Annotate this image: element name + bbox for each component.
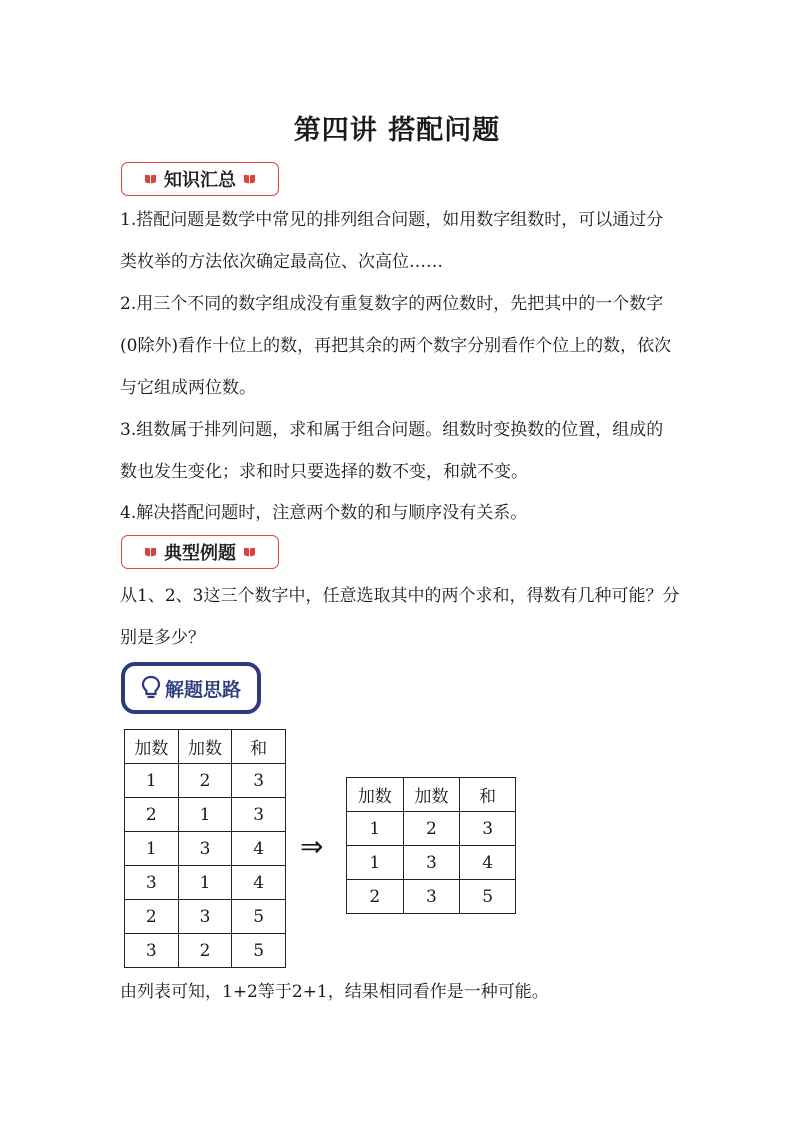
- example-question: 从1、2、3这三个数字中，任意选取其中的两个求和，得数有几种可能？分别是多少？: [120, 586, 680, 648]
- table-row: [125, 866, 286, 900]
- table-header-row: [347, 778, 516, 812]
- table-cell: 2: [178, 934, 232, 968]
- knowledge-point-1: 1.搭配问题是数学中常见的排列组合问题，如用数字组数时，可以通过分类枚举的方法依次确定最高位、次高位……: [120, 210, 664, 272]
- table-cell: 3: [232, 764, 286, 798]
- table-cell: 5: [460, 880, 516, 914]
- table-cell: 2: [403, 812, 460, 846]
- book-icon: [244, 548, 255, 556]
- book-icon: [145, 175, 156, 183]
- addition-table-unique: [346, 777, 516, 914]
- table-cell: 5: [232, 900, 286, 934]
- section-banner-examples: [121, 535, 279, 569]
- table-row: [347, 846, 516, 880]
- table-row: [125, 798, 286, 832]
- table-cell: 5: [232, 934, 286, 968]
- table-cell: 1: [347, 846, 404, 880]
- table-cell: 3: [178, 900, 232, 934]
- conclusion-text: 由列表可知，1+2等于2+1，结果相同看作是一种可能。: [120, 982, 549, 1002]
- table-row: [125, 900, 286, 934]
- table-header-cell: 加数: [178, 730, 232, 764]
- table-row: [125, 934, 286, 968]
- table-cell: 3: [178, 832, 232, 866]
- table-cell: 4: [232, 866, 286, 900]
- table-cell: 2: [178, 764, 232, 798]
- table-header-cell: 和: [232, 730, 286, 764]
- book-icon: [244, 175, 255, 183]
- book-icon: [145, 548, 156, 556]
- table-cell: 1: [125, 832, 179, 866]
- table-cell: 3: [403, 846, 460, 880]
- table-cell: 3: [232, 798, 286, 832]
- table-header-cell: 加数: [403, 778, 460, 812]
- table-header-row: [125, 730, 286, 764]
- table-row: [125, 764, 286, 798]
- solution-badge: [121, 662, 261, 714]
- addition-table-all: [124, 729, 286, 968]
- table-cell: 4: [232, 832, 286, 866]
- knowledge-point-2: 2.用三个不同的数字组成没有重复数字的两位数时，先把其中的一个数字(0除外)看作十位上的数，再把其余的两个数字分别看作个位上的数，依次与它组成两位数。: [120, 294, 672, 398]
- table-cell: 3: [125, 866, 179, 900]
- table-header-cell: 和: [460, 778, 516, 812]
- table-cell: 2: [125, 798, 179, 832]
- solution-label: 解题思路: [164, 678, 241, 701]
- table-cell: 4: [460, 846, 516, 880]
- table-cell: 2: [125, 900, 179, 934]
- table-cell: 1: [178, 866, 232, 900]
- table-cell: 3: [403, 880, 460, 914]
- table-cell: 3: [460, 812, 516, 846]
- table-cell: 3: [125, 934, 179, 968]
- section-banner-knowledge: [121, 162, 279, 196]
- knowledge-point-3: 3.组数属于排列问题，求和属于组合问题。组数时变换数的位置，组成的数也发生变化；求和时只要选择的数不变，和就不变。: [120, 420, 664, 482]
- table-row: [347, 880, 516, 914]
- page-title: 第四讲 搭配问题: [293, 115, 501, 146]
- table-header-cell: 加数: [125, 730, 179, 764]
- table-cell: 1: [125, 764, 179, 798]
- table-row: [347, 812, 516, 846]
- knowledge-point-4: 4.解决搭配问题时，注意两个数的和与顺序没有关系。: [120, 503, 528, 523]
- table-cell: 1: [347, 812, 404, 846]
- section-label: 知识汇总: [164, 170, 236, 191]
- lightbulb-icon: [141, 675, 161, 701]
- table-header-cell: 加数: [347, 778, 404, 812]
- section-label: 典型例题: [164, 543, 236, 564]
- table-row: [125, 832, 286, 866]
- table-cell: 2: [347, 880, 404, 914]
- arrow-icon: ⇒: [300, 830, 324, 863]
- table-cell: 1: [178, 798, 232, 832]
